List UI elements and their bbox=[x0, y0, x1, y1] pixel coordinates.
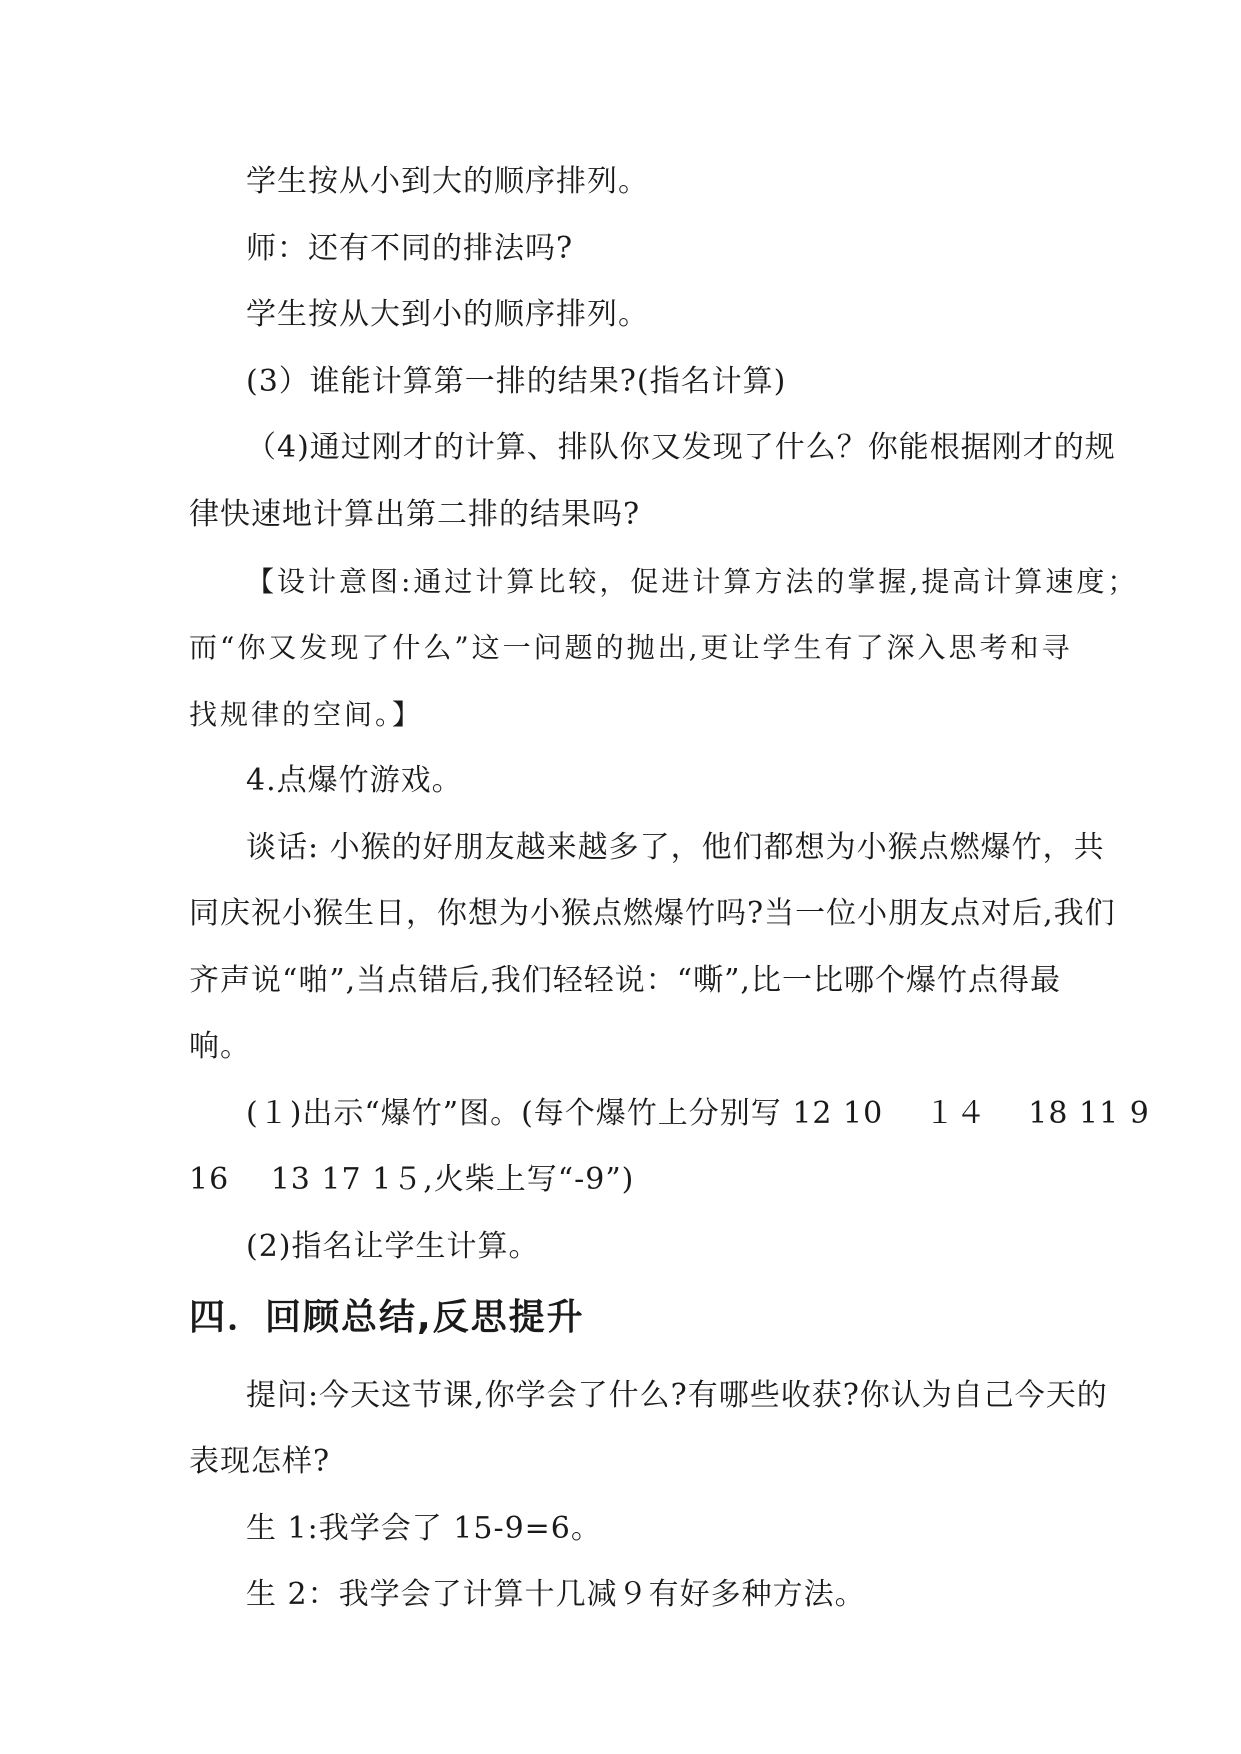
paragraph-line: 学生按从小到大的顺序排列。 bbox=[246, 164, 649, 199]
paragraph-line: 响。 bbox=[189, 1029, 251, 1064]
paragraph-line: 4.点爆竹游戏。 bbox=[246, 763, 463, 798]
paragraph-line: (3）谁能计算第一排的结果?(指名计算) bbox=[246, 364, 787, 399]
paragraph-line: 16 13 17 1５,火柴上写“-9”) bbox=[189, 1162, 635, 1197]
paragraph-line: (2)指名让学生计算。 bbox=[246, 1229, 540, 1264]
design-note-line: 【设计意图:通过计算比较，促进计算方法的掌握,提高计算速度； bbox=[246, 565, 1139, 598]
paragraph-line: 表现怎样? bbox=[189, 1444, 331, 1479]
paragraph-line: 生 1:我学会了 15-9=6。 bbox=[246, 1511, 602, 1546]
paragraph-line: 同庆祝小猴生日，你想为小猴点燃爆竹吗?当一位小朋友点对后,我们 bbox=[189, 896, 1116, 931]
paragraph-line: 生 2：我学会了计算十几减９有好多种方法。 bbox=[246, 1577, 866, 1612]
paragraph-line: (１)出示“爆竹”图。(每个爆竹上分别写 12 10 １４ 18 11 9 bbox=[246, 1096, 1150, 1131]
design-note-line: 找规律的空间。】 bbox=[189, 698, 424, 731]
paragraph-line: 齐声说“啪”,当点错后,我们轻轻说：“嘶”,比一比哪个爆竹点得最 bbox=[189, 963, 1061, 998]
paragraph-line: 师：还有不同的排法吗? bbox=[246, 231, 574, 266]
section-heading: 四．回顾总结,反思提升 bbox=[189, 1297, 585, 1338]
paragraph-line: 提问:今天这节课,你学会了什么?有哪些收获?你认为自己今天的 bbox=[246, 1378, 1108, 1413]
paragraph-line: 学生按从大到小的顺序排列。 bbox=[246, 297, 649, 332]
paragraph-line: 谈话: 小猴的好朋友越来越多了，他们都想为小猴点燃爆竹，共 bbox=[246, 830, 1105, 865]
paragraph-line: 律快速地计算出第二排的结果吗? bbox=[189, 497, 641, 532]
design-note-line: 而“你又发现了什么”这一问题的抛出,更让学生有了深入思考和寻 bbox=[189, 631, 1073, 664]
paragraph-line: （4)通过刚才的计算、排队你又发现了什么？你能根据刚才的规 bbox=[246, 430, 1116, 465]
